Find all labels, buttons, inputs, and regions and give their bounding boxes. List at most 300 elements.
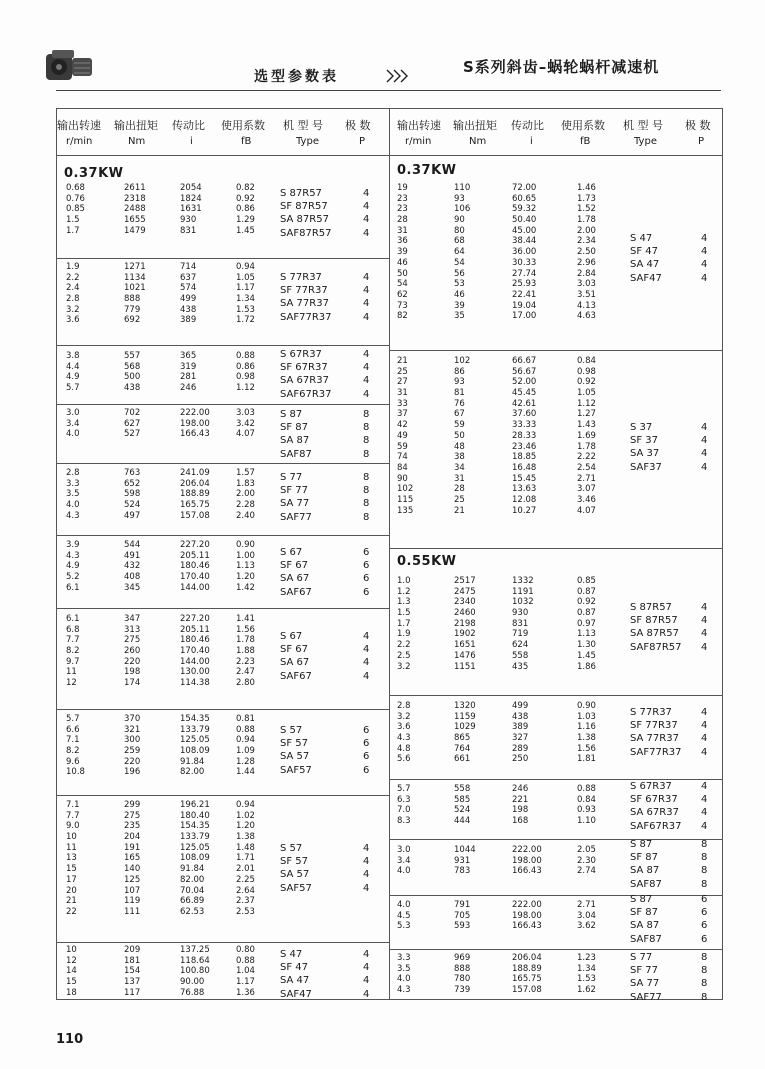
table-cell: 22 (66, 906, 77, 917)
table-cell: 7.1 (66, 735, 80, 746)
pole-count: 4 (363, 670, 370, 682)
table-cell: 831 (180, 225, 197, 236)
table-cell: 34 (454, 462, 465, 473)
table-cell: 70.04 (180, 885, 205, 896)
table-cell: 0.94 (236, 735, 255, 746)
table-cell: 33.33 (512, 420, 537, 431)
column-header: 传动比 (511, 119, 544, 132)
table-cell: 652 (124, 478, 141, 489)
table-cell: 90.00 (180, 977, 205, 988)
table-cell: 2517 (454, 576, 476, 586)
table-cell: 5.3 (397, 921, 411, 932)
table-cell: 1479 (124, 225, 146, 236)
table-cell: 1271 (124, 262, 146, 272)
table-cell: 91.84 (180, 756, 205, 767)
table-cell: 4.0 (66, 429, 80, 440)
table-cell: 1.7 (397, 618, 411, 629)
table-cell: 2054 (180, 183, 202, 193)
model-type: S 87 (630, 839, 653, 850)
table-cell: 90 (397, 473, 408, 484)
model-type: SF 57 (280, 738, 309, 750)
table-cell: 1.81 (577, 754, 596, 765)
model-type: S 67R37 (630, 781, 672, 792)
pole-count: 8 (701, 965, 708, 977)
table-cell: 1032 (512, 597, 534, 608)
table-cell: 3.2 (397, 661, 411, 672)
pole-count: 4 (701, 794, 708, 806)
table-cell: 3.46 (577, 494, 596, 505)
column-header: 输出扭矩 (453, 119, 497, 132)
table-cell: 1.36 (236, 987, 255, 998)
table-cell: 3.04 (577, 910, 596, 921)
table-cell: 50.40 (512, 215, 537, 226)
table-cell: 205.11 (180, 624, 210, 635)
table-cell: 102 (454, 356, 471, 366)
table-cell: 222.00 (180, 408, 210, 418)
table-cell: 593 (454, 921, 471, 932)
table-cell: 165.75 (180, 500, 210, 511)
table-cell: 930 (512, 608, 529, 619)
pole-count: 4 (701, 628, 708, 640)
table-cell: 5.2 (66, 572, 80, 583)
table-cell: 831 (512, 618, 529, 629)
table-cell: 222.00 (512, 900, 542, 910)
pole-count: 6 (363, 547, 370, 558)
table-cell: 4.0 (397, 900, 411, 910)
column-unit: fB (580, 136, 591, 147)
table-cell: 865 (454, 733, 471, 744)
model-list (0, 780, 765, 833)
pole-count: 8 (363, 435, 370, 447)
table-cell: 1.10 (577, 816, 596, 827)
table-cell: 68 (454, 236, 465, 247)
table-cell: 49 (397, 430, 408, 441)
table-cell: 82 (397, 311, 408, 322)
model-list (0, 232, 765, 285)
table-cell: 196 (124, 767, 141, 778)
pole-count: 4 (363, 388, 370, 400)
model-row (0, 461, 765, 474)
table-cell: 0.84 (577, 794, 596, 805)
table-cell: 48 (454, 441, 465, 452)
group-divider (389, 949, 723, 950)
pole-count: 4 (701, 422, 708, 433)
table-cell: 198.00 (180, 418, 210, 429)
table-cell: 133.79 (180, 832, 210, 843)
table-cell: 260 (124, 646, 141, 657)
column-unit: Nm (469, 136, 487, 147)
table-cell: 8.2 (66, 746, 80, 757)
table-cell: 780 (454, 974, 471, 985)
table-cell: 2198 (454, 618, 476, 629)
pole-count: 6 (701, 907, 708, 919)
pole-count: 4 (701, 720, 708, 732)
table-cell: 4.8 (397, 743, 411, 754)
model-type: SF 77R37 (630, 720, 678, 732)
table-cell: 9.6 (66, 756, 80, 767)
model-row (0, 245, 765, 258)
model-type: SF 87 (280, 422, 309, 434)
table-cell: 54 (454, 257, 465, 268)
table-cell: 275 (124, 635, 141, 646)
table-cell: 1.57 (236, 468, 255, 478)
table-cell: 39 (454, 300, 465, 311)
table-cell: 557 (124, 351, 141, 361)
model-type: S 87 (630, 894, 653, 905)
table-cell: 435 (512, 661, 529, 672)
table-cell: 2611 (124, 183, 146, 193)
table-cell: 627 (124, 418, 141, 429)
column-unit: i (190, 136, 193, 147)
table-cell: 1.48 (236, 842, 255, 853)
table-cell: 1.86 (577, 661, 596, 672)
table-cell: 5.7 (66, 714, 80, 724)
table-cell: 140 (124, 864, 141, 875)
model-row (0, 601, 765, 614)
pole-count: 4 (701, 246, 708, 258)
table-cell: 1.23 (577, 953, 596, 963)
table-cell: 168 (512, 816, 529, 827)
table-cell: 3.42 (236, 418, 255, 429)
table-cell: 1.29 (236, 215, 255, 226)
table-cell: 2.47 (236, 667, 255, 678)
table-cell: 31 (454, 473, 465, 484)
model-type: SAF47 (630, 272, 662, 284)
table-cell: 28.33 (512, 430, 537, 441)
table-cell: 438 (124, 383, 141, 394)
table-cell: 259 (124, 746, 141, 757)
pole-count: 6 (363, 751, 370, 763)
table-cell: 0.88 (236, 351, 255, 361)
column-header: 使用系数 (221, 119, 265, 132)
table-cell: 389 (512, 722, 529, 733)
column-unit: Type (634, 136, 657, 147)
table-cell: 4.9 (66, 372, 80, 383)
table-cell: 7.1 (66, 800, 80, 810)
table-cell: 1902 (454, 629, 476, 640)
table-cell: 3.6 (397, 722, 411, 733)
table-row (0, 495, 765, 506)
model-type: SA 67 (280, 573, 310, 585)
table-cell: 2.64 (236, 885, 255, 896)
table-cell: 6.1 (66, 582, 80, 593)
table-cell: 154 (124, 966, 141, 977)
pole-count: 4 (701, 233, 708, 244)
model-type: SAF67 (280, 670, 312, 682)
table-cell: 222.00 (512, 845, 542, 855)
table-cell: 2.71 (577, 900, 596, 910)
table-cell: 181 (124, 955, 141, 966)
pole-count: 8 (701, 952, 708, 963)
table-row (0, 506, 765, 517)
pole-count: 8 (363, 422, 370, 434)
gear-motor-icon (44, 44, 94, 88)
table-cell: 2.22 (577, 452, 596, 463)
page-number: 110 (56, 1032, 84, 1047)
table-cell: 930 (180, 215, 197, 226)
table-cell: 2.5 (397, 650, 411, 661)
table-cell: 0.92 (577, 377, 596, 388)
model-row (0, 418, 765, 434)
table-cell: 1.83 (236, 478, 255, 489)
model-row (0, 964, 765, 977)
table-cell: 500 (124, 372, 141, 383)
model-type: SAF77 (630, 991, 662, 1003)
table-cell: 2.8 (397, 701, 411, 711)
model-type: SAF67R37 (280, 388, 332, 400)
table-cell: 180.46 (180, 561, 210, 572)
column-unit: P (698, 136, 705, 147)
column-unit: i (530, 136, 533, 147)
table-cell: 491 (124, 550, 141, 561)
table-cell: 763 (124, 468, 141, 478)
table-cell: 4.0 (66, 500, 80, 511)
table-cell: 21 (397, 356, 408, 366)
model-type: SF 47 (280, 962, 309, 974)
table-cell: 2.2 (397, 640, 411, 651)
pole-count: 6 (701, 894, 708, 905)
pole-count: 6 (701, 933, 708, 945)
model-type: SA 77R37 (280, 298, 329, 310)
table-cell: 1.78 (577, 441, 596, 452)
table-cell: 157.08 (180, 510, 210, 521)
table-cell: 19 (397, 183, 408, 193)
table-cell: 1824 (180, 193, 202, 204)
table-cell: 28 (454, 484, 465, 495)
table-cell: 25 (397, 366, 408, 377)
table-cell: 250 (512, 754, 529, 765)
table-cell: 91.84 (180, 864, 205, 875)
table-cell: 1.20 (236, 572, 255, 583)
pole-count: 4 (363, 949, 370, 960)
table-cell: 206.04 (180, 478, 210, 489)
table-cell: 23 (397, 204, 408, 215)
table-cell: 38.44 (512, 236, 537, 247)
pole-count: 4 (363, 962, 370, 974)
table-cell: 2.54 (577, 462, 596, 473)
pole-count: 4 (701, 448, 708, 460)
table-row (0, 194, 765, 205)
table-cell: 1.44 (236, 767, 255, 778)
pole-count: 4 (363, 285, 370, 297)
table-cell: 10.8 (66, 767, 85, 778)
table-cell: 56.67 (512, 366, 537, 377)
model-type: SF 87 (630, 907, 659, 919)
table-cell: 4.0 (397, 974, 411, 985)
group-divider (56, 345, 389, 346)
model-row (0, 919, 765, 932)
table-cell: 100.80 (180, 966, 210, 977)
table-cell: 6.1 (66, 614, 80, 624)
table-row (0, 399, 765, 410)
table-cell: 2475 (454, 586, 476, 597)
table-cell: 198 (124, 667, 141, 678)
pole-count: 4 (701, 807, 708, 819)
table-cell: 0.85 (66, 204, 85, 215)
table-cell: 174 (124, 678, 141, 689)
table-cell: 783 (454, 866, 471, 877)
pole-count: 4 (701, 259, 708, 271)
table-cell: 198.00 (512, 910, 542, 921)
model-type: S 47 (630, 233, 653, 244)
table-cell: 198.00 (512, 855, 542, 866)
table-cell: 1.78 (236, 635, 255, 646)
model-type: SA 87 (630, 865, 660, 877)
model-type: S 77 (630, 952, 653, 963)
table-cell: 327 (512, 733, 529, 744)
table-cell: 0.90 (236, 540, 255, 550)
model-type: S 77 (280, 472, 303, 483)
pole-count: 4 (363, 975, 370, 987)
table-cell: 42 (397, 420, 408, 431)
table-cell: 10.27 (512, 505, 537, 516)
table-cell: 1021 (124, 283, 146, 294)
table-cell: 220 (124, 756, 141, 767)
table-cell: 15 (66, 864, 77, 875)
column-unit: r/min (405, 136, 432, 147)
table-cell: 0.97 (577, 618, 596, 629)
model-type: S 37 (630, 422, 653, 433)
model-row (0, 764, 765, 777)
table-cell: 2.30 (577, 855, 596, 866)
pole-count: 6 (363, 764, 370, 776)
table-cell: 1.0 (397, 576, 411, 586)
table-cell: 321 (124, 724, 141, 735)
table-cell: 110 (454, 183, 471, 193)
pole-count: 6 (363, 573, 370, 585)
model-row (0, 951, 765, 964)
table-cell: 31 (397, 388, 408, 399)
table-cell: 221 (512, 794, 529, 805)
table-cell: 1.45 (236, 225, 255, 236)
table-cell: 6.8 (66, 624, 80, 635)
model-row (0, 232, 765, 245)
table-cell: 1.34 (236, 294, 255, 305)
table-row (0, 484, 765, 495)
table-cell: 0.88 (236, 955, 255, 966)
pole-count: 8 (363, 498, 370, 510)
model-row (0, 851, 765, 864)
table-cell: 524 (124, 500, 141, 511)
table-cell: 1.5 (66, 215, 80, 226)
model-type: SAF47 (280, 988, 312, 1000)
model-type: SA 47 (280, 975, 310, 987)
table-row (0, 409, 765, 420)
table-cell: 3.2 (397, 711, 411, 722)
table-cell: 1.9 (66, 262, 80, 272)
column-header: 极 数 (685, 119, 711, 132)
table-cell: 2.80 (236, 678, 255, 689)
table-cell: 188.89 (512, 963, 542, 974)
model-type: SA 77R37 (630, 733, 679, 745)
table-cell: 408 (124, 572, 141, 583)
model-type: SAF87 (630, 878, 662, 890)
model-type: SA 67R37 (630, 807, 679, 819)
table-cell: 1.04 (236, 966, 255, 977)
pole-count: 6 (363, 586, 370, 598)
model-type: SAF57 (280, 882, 312, 894)
table-cell: 39 (397, 247, 408, 258)
model-type: SF 67R37 (630, 794, 678, 806)
pole-count: 4 (363, 201, 370, 213)
table-cell: 0.87 (577, 608, 596, 619)
table-cell: 0.86 (236, 204, 255, 215)
table-cell: 2.96 (577, 257, 596, 268)
model-type: S 57 (280, 843, 303, 854)
table-row (0, 215, 765, 226)
table-cell: 347 (124, 614, 141, 624)
pole-count: 4 (701, 781, 708, 792)
table-cell: 1.43 (577, 420, 596, 431)
table-cell: 0.92 (236, 193, 255, 204)
table-cell: 1.7 (66, 225, 80, 236)
model-type: SA 77 (630, 978, 660, 990)
table-cell: 1.28 (236, 756, 255, 767)
model-type: SA 77 (280, 498, 310, 510)
table-cell: 1.16 (577, 722, 596, 733)
table-cell: 7.7 (66, 635, 80, 646)
table-cell: 209 (124, 945, 141, 955)
table-cell: 0.98 (577, 366, 596, 377)
column-unit: r/min (66, 136, 93, 147)
table-cell: 281 (180, 372, 197, 383)
table-cell: 702 (124, 408, 141, 418)
table-cell: 246 (512, 784, 529, 794)
column-header: 机 型 号 (623, 119, 663, 132)
pole-count: 6 (701, 920, 708, 932)
model-type: SF 67 (280, 644, 309, 656)
pole-count: 4 (363, 272, 370, 283)
table-cell: 81 (454, 388, 465, 399)
pole-count: 4 (363, 349, 370, 360)
table-cell: 779 (124, 304, 141, 315)
table-cell: 1655 (124, 215, 146, 226)
table-cell: 170.40 (180, 572, 210, 583)
table-row (0, 301, 765, 312)
table-cell: 165 (124, 853, 141, 864)
table-cell: 10 (66, 832, 77, 843)
table-cell: 1631 (180, 204, 202, 215)
pole-count: 8 (701, 865, 708, 877)
table-cell: 111 (124, 906, 141, 917)
table-cell: 93 (454, 377, 465, 388)
model-row (0, 706, 765, 719)
table-cell: 1.9 (397, 629, 411, 640)
table-cell: 444 (454, 816, 471, 827)
model-row (0, 641, 765, 654)
table-cell: 0.98 (236, 372, 255, 383)
table-cell: 56 (454, 268, 465, 279)
table-cell: 637 (180, 272, 197, 283)
table-cell: 3.2 (66, 304, 80, 315)
model-type: S 67 (280, 547, 303, 558)
table-cell: 166.43 (512, 866, 542, 877)
model-type: S 77R37 (280, 272, 322, 283)
table-cell: 59 (397, 441, 408, 452)
column-header: 极 数 (345, 119, 371, 132)
table-cell: 9.0 (66, 821, 80, 832)
table-cell: 1.38 (577, 733, 596, 744)
table-cell: 319 (180, 361, 197, 372)
table-cell: 28 (397, 215, 408, 226)
table-cell: 64 (454, 247, 465, 258)
table-cell: 4.13 (577, 300, 596, 311)
table-cell: 22.41 (512, 289, 537, 300)
table-cell: 1.05 (236, 272, 255, 283)
table-cell: 2.34 (577, 236, 596, 247)
table-cell: 3.6 (66, 315, 80, 326)
table-cell: 499 (180, 294, 197, 305)
